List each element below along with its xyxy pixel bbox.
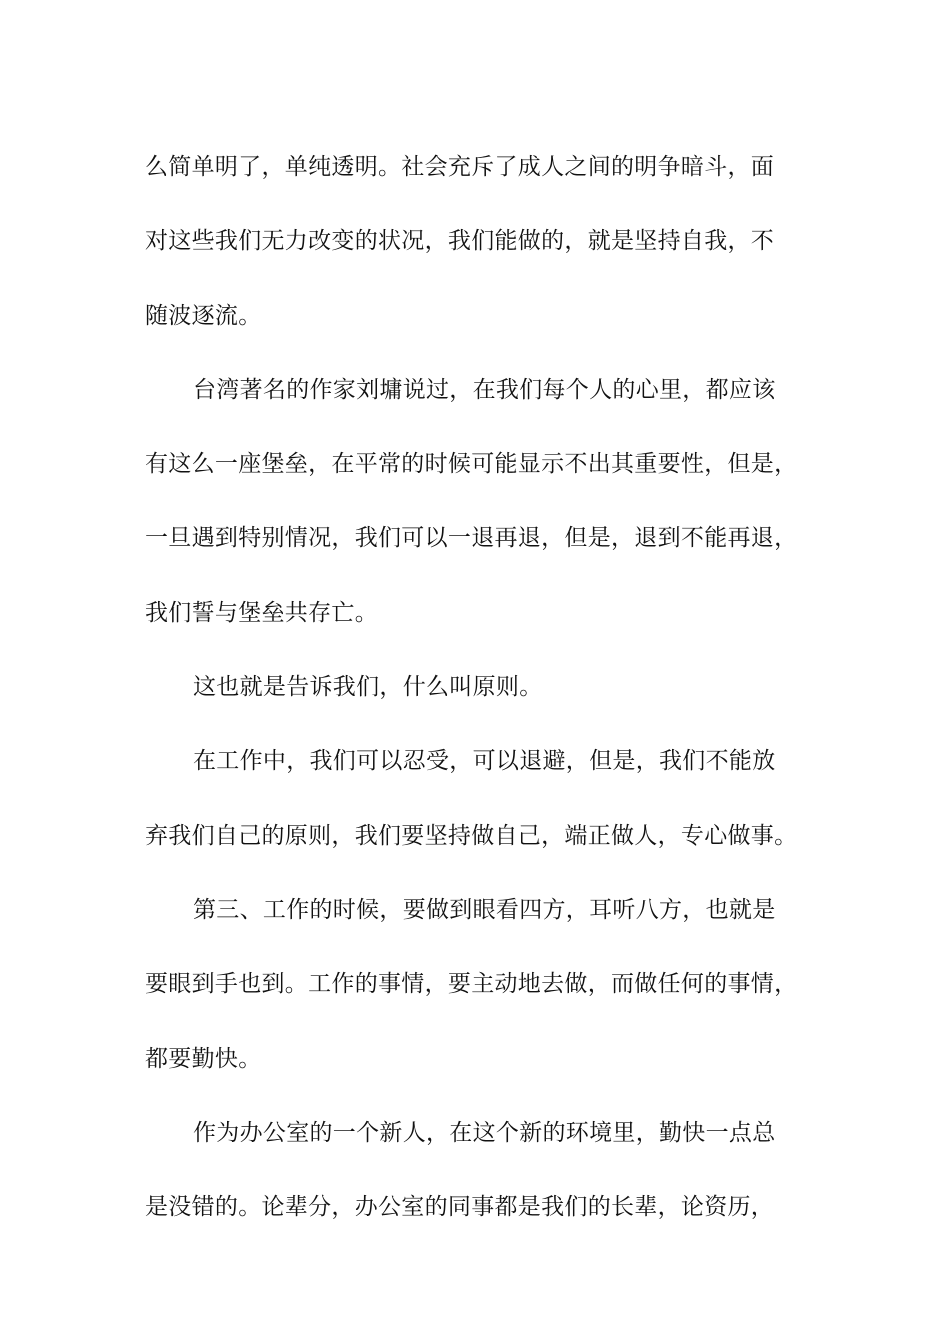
text-line: 对这些我们无力改变的状况，我们能做的，就是坚持自我，不 — [145, 228, 775, 255]
paragraph-first-line: 第三、工作的时候，要做到眼看四方，耳听八方，也就是 — [193, 896, 776, 923]
text-line: 是没错的。论辈分，办公室的同事都是我们的长辈，论资历， — [145, 1194, 775, 1221]
text-line: 都要勤快。 — [145, 1045, 262, 1072]
text-line: 我们誓与堡垒共存亡。 — [145, 599, 378, 626]
text-line: 一旦遇到特别情况，我们可以一退再退，但是，退到不能再退， — [145, 525, 798, 552]
text-line: 随波逐流。 — [145, 302, 262, 329]
text-line: 有这么一座堡垒，在平常的时候可能显示不出其重要性，但是， — [145, 451, 798, 478]
paragraph-first-line: 在工作中，我们可以忍受，可以退避，但是，我们不能放 — [193, 748, 776, 775]
paragraph-first-line: 作为办公室的一个新人，在这个新的环境里，勤快一点总 — [193, 1119, 776, 1146]
text-line: 么简单明了，单纯透明。社会充斥了成人之间的明争暗斗，面 — [145, 154, 775, 180]
document-body-text — [145, 130, 810, 1244]
paragraph-first-line: 台湾著名的作家刘墉说过，在我们每个人的心里，都应该 — [193, 376, 776, 403]
text-line: 弃我们自己的原则，我们要坚持做自己，端正做人，专心做事。 — [145, 822, 798, 849]
text-line: 要眼到手也到。工作的事情，要主动地去做，而做任何的事情， — [145, 971, 798, 998]
paragraph-first-line: 这也就是告诉我们，什么叫原则。 — [193, 674, 543, 701]
